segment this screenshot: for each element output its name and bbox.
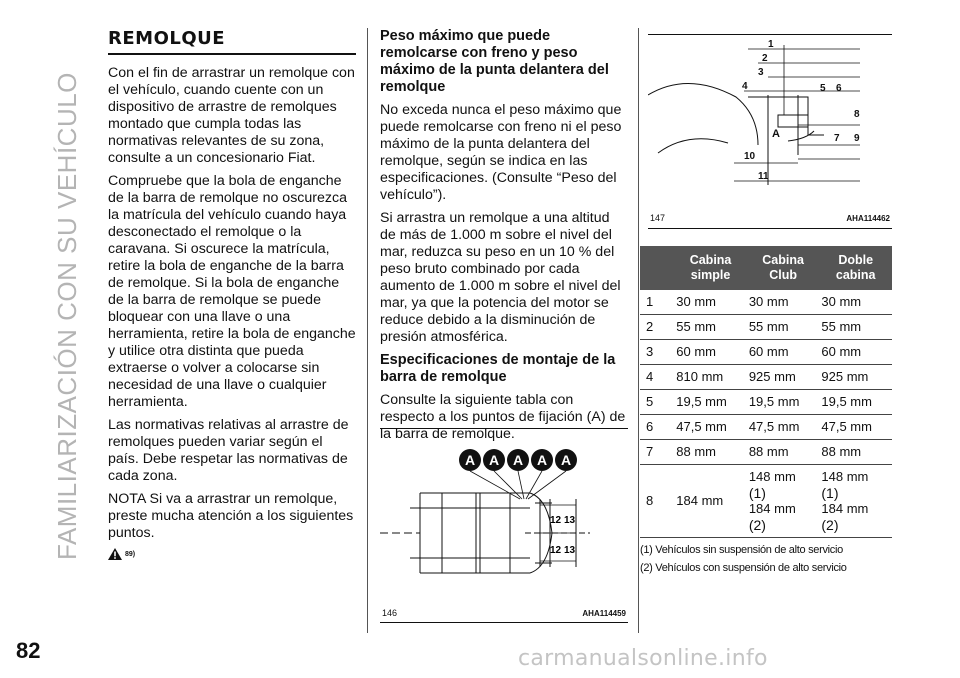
page-number: 82 (16, 638, 41, 663)
dimension-label: 4 (742, 81, 748, 92)
table-row (640, 315, 892, 340)
row-number: 1 (640, 290, 674, 315)
paragraph-note: NOTA Si va a arrastrar un remolque, preste mucha atención a los siguientes puntos. (108, 491, 354, 541)
dimension-label: 8 (854, 109, 860, 120)
section-heading: REMOLQUE (108, 28, 356, 55)
figure-146 (380, 428, 628, 623)
paragraph: Si arrastra un remolque a una altitud de más de 1.000 m sobre el nivel del mar, reduzca su peso en un 10 % del peso bruto combinado por cada aumento de 1.000 m sobre el nivel del mar, ya que la potencia del motor se reduce debido a la disminución de presión atmosférica. (380, 210, 621, 345)
table-cell: 88 mm (674, 440, 747, 465)
table-cell: 19,5 mm (674, 390, 747, 415)
dimension-label: 6 (836, 83, 842, 94)
footnote: (1) Vehículos sin suspensión de alto servicio (640, 544, 843, 556)
table-row (640, 290, 892, 315)
row-number: 2 (640, 315, 674, 340)
figure-code: AHA114459 (582, 609, 626, 618)
table-cell: 810 mm (674, 365, 747, 390)
paragraph: Consulte la siguiente tabla con respecto a los puntos de fijación (A) de la barra de remolque. (380, 392, 626, 442)
table-row (640, 340, 892, 365)
warning-triangle-icon (108, 548, 122, 560)
dimension-label: 9 (854, 133, 860, 144)
table-cell-value: 148 mm (748, 469, 796, 484)
table-cell: 55 mm (819, 315, 892, 340)
table-cell: 30 mm (674, 290, 747, 315)
point-label-a: A (488, 452, 500, 468)
figure-number: 146 (382, 608, 398, 618)
table-cell-value: 148 mm (821, 469, 869, 484)
table-cell: 55 mm (747, 315, 820, 340)
dimension-label: 11 (758, 171, 769, 182)
row-number: 4 (640, 365, 674, 390)
table-cell: 60 mm (747, 340, 820, 365)
table-cell: 55 mm (674, 315, 747, 340)
footnote-ref: (1) (748, 485, 766, 501)
row-number: 7 (640, 440, 674, 465)
footnote-ref: (2) (821, 517, 839, 533)
table-cell: 60 mm (674, 340, 747, 365)
table-cell-value: 184 mm (821, 501, 869, 516)
rear-side-view-diagram (648, 35, 892, 205)
table-cell: 47,5 mm (674, 415, 747, 440)
figure-147 (648, 34, 892, 229)
table-header: Cabina Club (747, 246, 820, 290)
table-row (640, 440, 892, 465)
row-number: 3 (640, 340, 674, 365)
table-header: Doble cabina (819, 246, 892, 290)
table-cell: 47,5 mm (747, 415, 820, 440)
dimension-label: 5 (820, 83, 826, 94)
table-cell: 925 mm (819, 365, 892, 390)
column-remolque (108, 28, 356, 560)
dimension-label: 7 (834, 133, 840, 144)
table-cell: 60 mm (819, 340, 892, 365)
table-header: Cabina simple (674, 246, 747, 290)
column-peso-maximo (380, 28, 628, 443)
dimension-label: 2 (762, 53, 768, 64)
table-cell: 30 mm (747, 290, 820, 315)
footnote: (2) Vehículos con suspensión de alto servicio (640, 562, 847, 574)
subheading: Peso máximo que puede remolcarse con freno y peso máximo de la punta delantera del remolque (380, 28, 609, 95)
point-label-a: A (464, 452, 476, 468)
table-row (640, 415, 892, 440)
dimension-label: 1 (768, 39, 774, 50)
dimension-label: 13 (564, 515, 576, 526)
footnote-ref: (2) (748, 517, 766, 533)
point-label-a: A (536, 452, 548, 468)
table-row (640, 465, 892, 538)
table-cell: 925 mm (747, 365, 820, 390)
chassis-top-view-diagram (380, 433, 628, 603)
paragraph: Con el fin de arrastrar un remolque con el vehículo, cuando cuente con un dispositivo de arrastre de remolques montado que cumpla todas las normativas relevantes de su zona, consulte a un concesionario Fiat. (108, 65, 355, 166)
table-row (640, 365, 892, 390)
row-number: 8 (640, 465, 674, 538)
dimension-label: 12 (550, 545, 562, 556)
table-cell-value: 184 mm (748, 501, 796, 516)
point-label-a: A (512, 452, 524, 468)
table-cell (819, 465, 892, 538)
table-cell: 88 mm (747, 440, 820, 465)
row-number: 6 (640, 415, 674, 440)
paragraph: Compruebe que la bola de enganche de la barra de remolque no oscurezca la matrícula del vehículo cuando haya desconectado el remolque o la caravana. Si oscurece la matrícula, retire la bola de enganche de la barra de remolque. Si la bola de enganche de la barra de remolque se puede bloquear con una llave o una herramienta, retire la bola de enganche y utilice otra distinta que pueda extraerse o volver a colocarse sin necesidad de una llave o cualquier herramienta. (108, 173, 356, 410)
table-cell: 19,5 mm (747, 390, 820, 415)
table-cell: 30 mm (819, 290, 892, 315)
subheading: Especificaciones de montaje de la barra de remolque (380, 352, 616, 385)
table-cell: 88 mm (819, 440, 892, 465)
table-cell: 19,5 mm (819, 390, 892, 415)
table-cell: 184 mm (674, 465, 747, 538)
table-cell: 47,5 mm (819, 415, 892, 440)
dimension-label: 12 (550, 515, 562, 526)
figure-number: 147 (650, 213, 666, 223)
figure-code: AHA114462 (846, 214, 890, 223)
table-header (640, 246, 674, 290)
warning-ref-number: 89) (125, 550, 136, 558)
dimension-label: 3 (758, 67, 764, 78)
row-number: 5 (640, 390, 674, 415)
table-cell (747, 465, 820, 538)
footnote-ref: (1) (821, 485, 839, 501)
table-header-row (640, 246, 892, 290)
point-label-a: A (560, 452, 572, 468)
tow-bar-spec-table (640, 246, 892, 538)
column-divider (367, 28, 368, 633)
dimension-label: 13 (564, 545, 576, 556)
section-side-title: FAMILIARIZACIÓN CON SU VEHÍCULO (52, 72, 82, 560)
warning-reference (108, 548, 356, 560)
paragraph: Las normativas relativas al arrastre de remolques pueden variar según el país. Debe respetar las normativas de cada zona. (108, 417, 349, 484)
column-divider (638, 28, 639, 633)
point-label-a: A (772, 128, 780, 140)
watermark: carmanualsonline.info (518, 646, 768, 671)
table-row (640, 390, 892, 415)
dimension-label: 10 (744, 151, 756, 162)
paragraph: No exceda nunca el peso máximo que puede remolcarse con freno ni el peso máximo de la punta delantera del remolque, según se indica en las especificaciones. (Consulte “Peso del vehículo”). (380, 102, 622, 203)
